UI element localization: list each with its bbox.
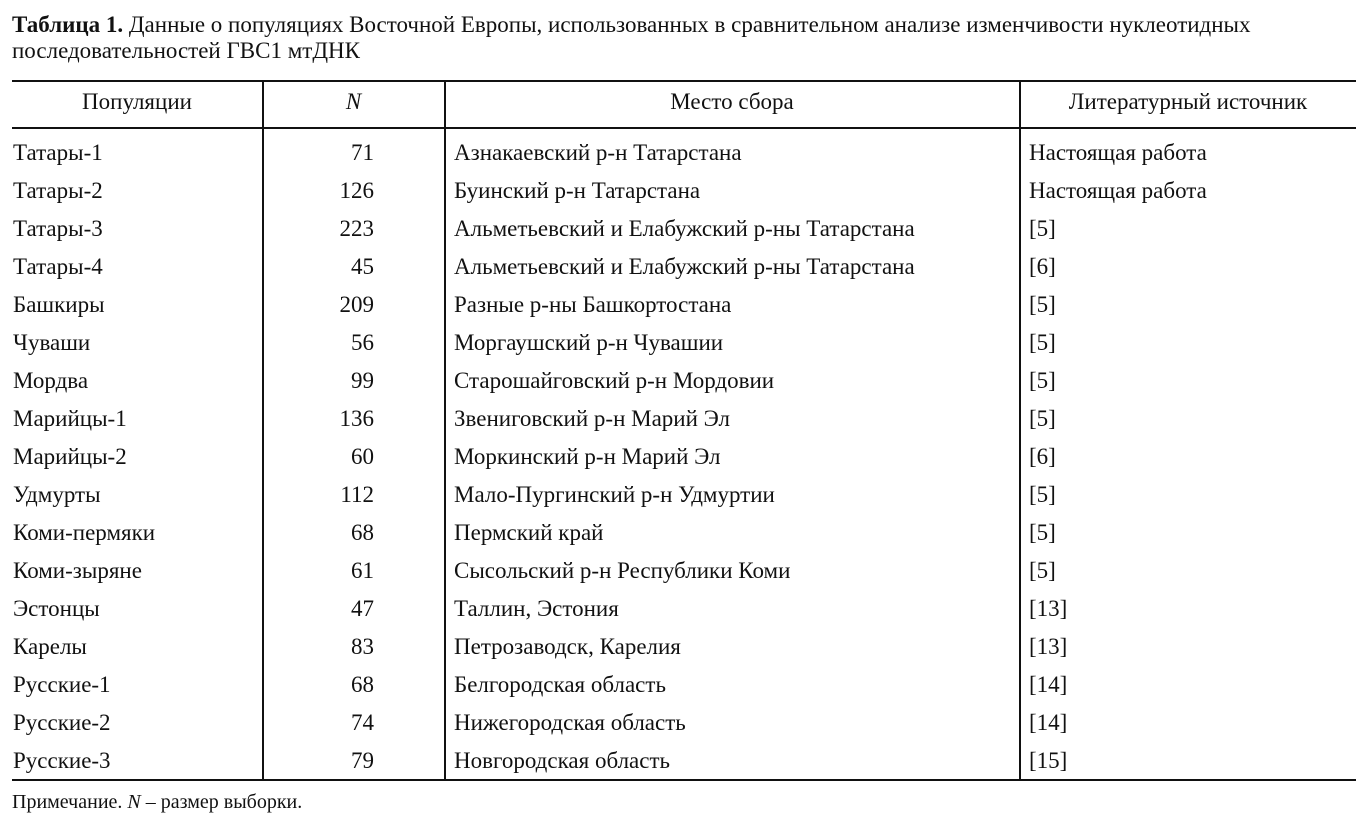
population-cell: Русские-2 — [13, 710, 111, 735]
header-source: Литературный источник — [1068, 89, 1308, 114]
table-row — [0, 666, 1368, 704]
header-place: Место сбора — [670, 89, 794, 114]
source-cell: Настоящая работа — [1029, 178, 1207, 203]
table-caption — [12, 12, 1357, 64]
n-cell: 71 — [351, 140, 374, 165]
source-cell: [5] — [1029, 558, 1056, 583]
table-row — [0, 324, 1368, 362]
source-cell: [13] — [1029, 634, 1068, 659]
population-cell: Русские-3 — [13, 748, 111, 773]
source-cell: [14] — [1029, 710, 1068, 735]
caption-text: Данные о популяциях Восточной Европы, использованных в сравнительном анализе изменчивости нуклеотидных последовательностей ГВС1 мтДНК — [12, 12, 1251, 63]
table-row — [0, 704, 1368, 742]
population-cell: Коми-зыряне — [13, 558, 142, 583]
place-cell: Белгородская область — [454, 672, 666, 697]
n-cell: 45 — [351, 254, 374, 279]
table-body — [0, 134, 1368, 780]
caption-label: Таблица 1. — [12, 12, 124, 37]
n-cell: 126 — [339, 178, 374, 203]
table-row — [0, 172, 1368, 210]
note-symbol: N — [127, 791, 141, 813]
table-row — [0, 400, 1368, 438]
place-cell: Мало-Пургинский р-н Удмуртии — [454, 482, 775, 507]
n-cell: 223 — [339, 216, 374, 241]
place-cell: Сысольский р-н Республики Коми — [454, 558, 791, 583]
source-cell: Настоящая работа — [1029, 140, 1207, 165]
table-row — [0, 628, 1368, 666]
place-cell: Старошайговский р-н Мордовии — [454, 368, 775, 393]
table-row — [0, 476, 1368, 514]
table-row — [0, 438, 1368, 476]
place-cell: Альметьевский и Елабужский р-ны Татарстана — [454, 254, 915, 279]
top-rule — [12, 80, 1356, 82]
n-cell: 136 — [339, 406, 374, 431]
table-row — [0, 134, 1368, 172]
population-cell: Башкиры — [13, 292, 105, 317]
n-cell: 99 — [351, 368, 374, 393]
population-cell: Чуваши — [13, 330, 91, 355]
source-cell: [5] — [1029, 216, 1056, 241]
note-text: – размер выборки. — [140, 791, 303, 813]
n-cell: 83 — [351, 634, 374, 659]
source-cell: [13] — [1029, 596, 1068, 621]
table-row — [0, 248, 1368, 286]
population-cell: Татары-2 — [13, 178, 103, 203]
source-cell: [5] — [1029, 406, 1056, 431]
n-cell: 209 — [339, 292, 374, 317]
n-cell: 68 — [351, 672, 374, 697]
place-cell: Моркинский р-н Марий Эл — [454, 444, 721, 469]
source-cell: [5] — [1029, 482, 1056, 507]
population-cell: Марийцы-1 — [13, 406, 127, 431]
source-cell: [5] — [1029, 292, 1056, 317]
table-row — [0, 590, 1368, 628]
n-cell: 61 — [351, 558, 374, 583]
table-row — [0, 210, 1368, 248]
place-cell: Моргаушский р-н Чувашии — [454, 330, 724, 355]
header-rule — [12, 127, 1356, 129]
n-cell: 74 — [351, 710, 374, 735]
population-cell: Русские-1 — [13, 672, 111, 697]
population-cell: Татары-1 — [13, 140, 103, 165]
place-cell: Альметьевский и Елабужский р-ны Татарстана — [454, 216, 915, 241]
table-note — [12, 789, 302, 815]
n-cell: 56 — [351, 330, 374, 355]
population-cell: Татары-4 — [13, 254, 103, 279]
note-prefix: Примечание. — [12, 791, 128, 813]
place-cell: Разные р-ны Башкортостана — [454, 292, 732, 317]
place-cell: Пермский край — [454, 520, 604, 545]
place-cell: Звениговский р-н Марий Эл — [454, 406, 731, 431]
place-cell: Петрозаводск, Карелия — [454, 634, 681, 659]
n-cell: 60 — [351, 444, 374, 469]
table-header-row — [0, 83, 1368, 125]
source-cell: [15] — [1029, 748, 1068, 773]
population-cell: Эстонцы — [13, 596, 100, 621]
population-cell: Удмурты — [13, 482, 101, 507]
n-cell: 112 — [340, 482, 374, 507]
table-row — [0, 362, 1368, 400]
population-cell: Карелы — [13, 634, 87, 659]
source-cell: [6] — [1029, 444, 1056, 469]
source-cell: [5] — [1029, 520, 1056, 545]
n-cell: 68 — [351, 520, 374, 545]
table-row — [0, 514, 1368, 552]
source-cell: [5] — [1029, 330, 1056, 355]
header-n: N — [345, 89, 362, 114]
source-cell: [5] — [1029, 368, 1056, 393]
population-cell: Марийцы-2 — [13, 444, 127, 469]
n-cell: 79 — [351, 748, 374, 773]
source-cell: [14] — [1029, 672, 1068, 697]
table-row — [0, 742, 1368, 780]
n-cell: 47 — [351, 596, 374, 621]
place-cell: Нижегородская область — [454, 710, 686, 735]
place-cell: Азнакаевский р-н Татарстана — [454, 140, 742, 165]
header-population: Популяции — [82, 89, 192, 114]
place-cell: Буинский р-н Татарстана — [454, 178, 701, 203]
table-row — [0, 552, 1368, 590]
table-row — [0, 286, 1368, 324]
population-cell: Татары-3 — [13, 216, 103, 241]
population-cell: Мордва — [13, 368, 89, 393]
population-cell: Коми-пермяки — [13, 520, 156, 545]
place-cell: Новгородская область — [454, 748, 671, 773]
place-cell: Таллин, Эстония — [454, 596, 619, 621]
source-cell: [6] — [1029, 254, 1056, 279]
